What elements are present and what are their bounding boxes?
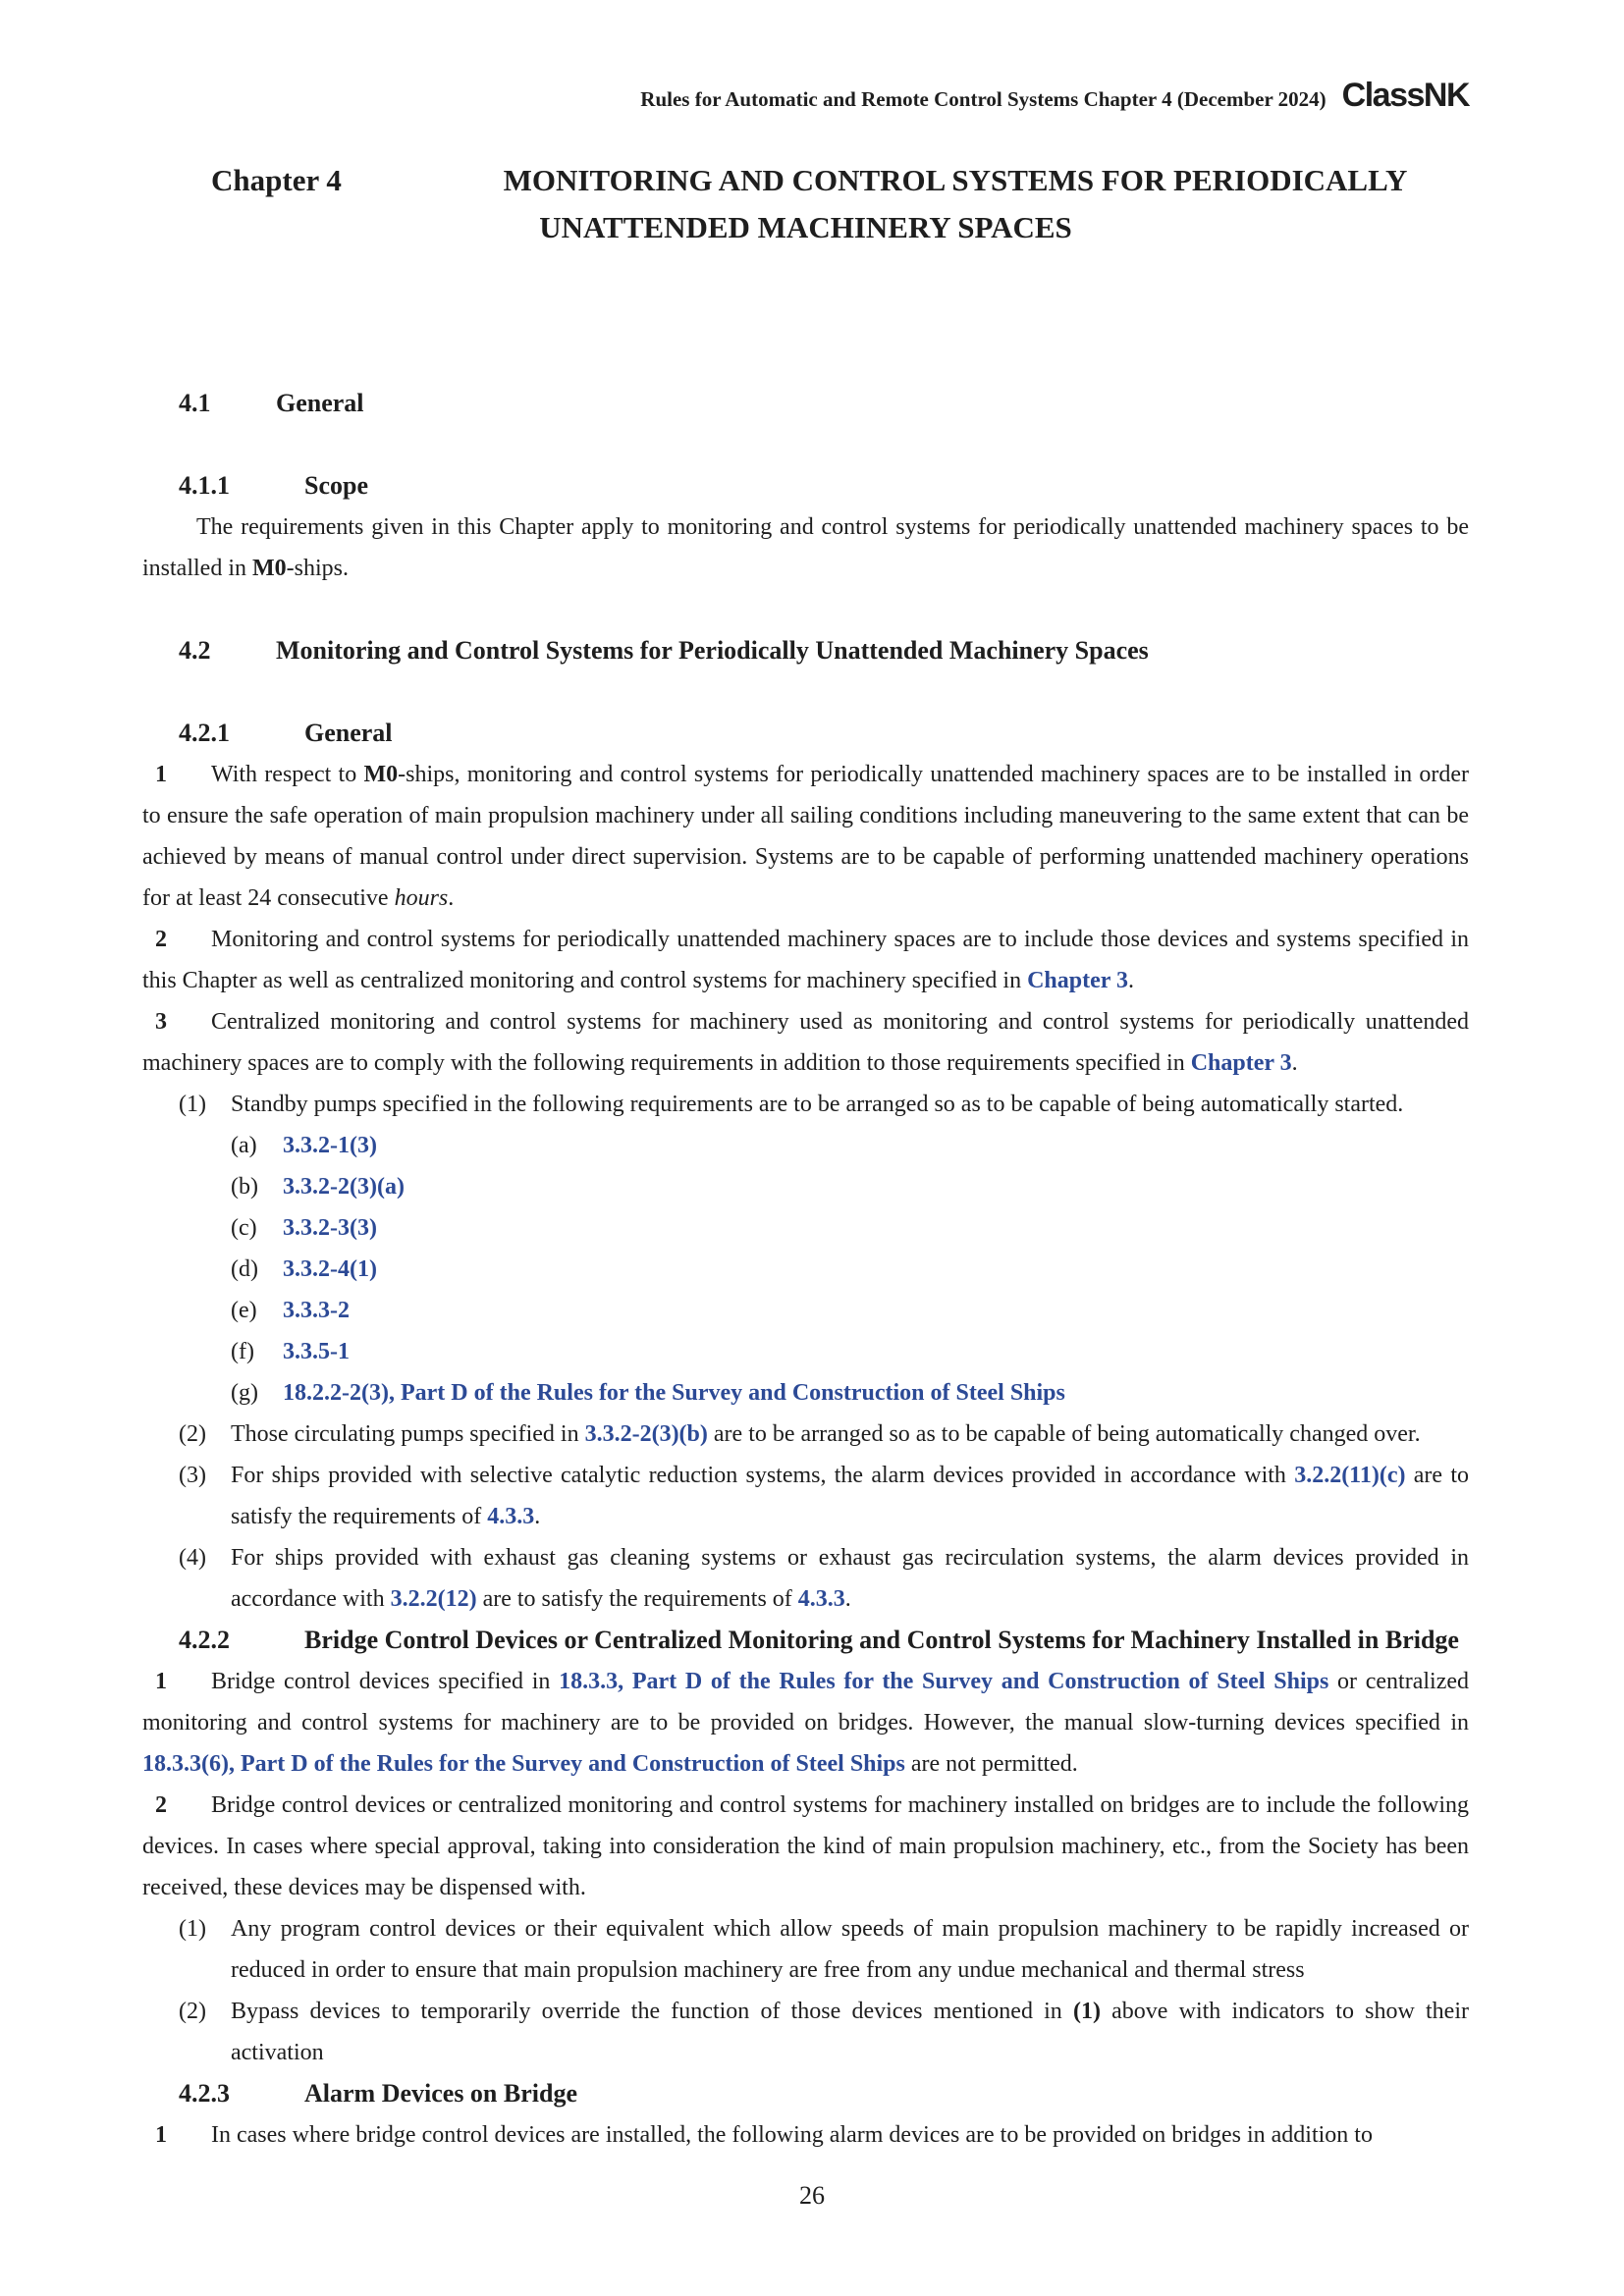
list-item-2 xyxy=(142,1414,1469,1455)
page-number: 26 xyxy=(799,2181,825,2210)
section-title: Scope xyxy=(304,471,368,500)
paragraph-text xyxy=(211,2122,1373,2148)
text-segment: are to satisfy the requirements of xyxy=(476,1586,798,1612)
cross-reference-link[interactable]: 18.3.3(6), Part D of the Rules for the Survey and Construction of Steel Ships xyxy=(142,1751,905,1777)
cross-reference-link[interactable]: 3.3.5-1 xyxy=(283,1339,350,1364)
list-subitem-g xyxy=(142,1372,1469,1414)
cross-reference-link[interactable]: 3.3.2-1(3) xyxy=(283,1133,377,1158)
paragraph-number: 1 xyxy=(155,762,167,787)
paragraph-text xyxy=(142,927,1469,993)
text-segment: hours xyxy=(394,885,449,911)
list-subitem-f xyxy=(142,1331,1469,1372)
cross-reference-link[interactable]: 3.2.2(11)(c) xyxy=(1294,1463,1406,1488)
numbered-paragraph-1 xyxy=(142,754,1469,919)
paragraph-text xyxy=(142,1669,1469,1777)
text-segment: For ships provided with exhaust gas cleaning systems or exhaust gas recirculation systems, the alarm devices provided in accordance with xyxy=(231,1545,1469,1612)
cross-reference-link[interactable]: 18.3.3, Part D of the Rules for the Survey and Construction of Steel Ships xyxy=(559,1669,1329,1694)
list-item-label: (3) xyxy=(179,1463,206,1488)
section-heading-4-1 xyxy=(142,383,1469,424)
text-segment: are to satisfy the requirements of xyxy=(231,1463,1470,1529)
numbered-paragraph-alarm-1 xyxy=(142,2114,1469,2156)
text-segment: . xyxy=(448,885,455,911)
cross-reference-link[interactable]: 3.3.2-2(3)(a) xyxy=(283,1174,405,1200)
section-number: 4.2.3 xyxy=(179,2079,230,2108)
text-segment: Monitoring and control systems for periodically unattended machinery spaces are to include those devices and systems specified in this Chapter as well as centralized monitoring and control systems for machinery specified in xyxy=(142,927,1469,993)
text-segment: Standby pumps specified in the following requirements are to be arranged so as to be capable of being automatically started. xyxy=(231,1092,1404,1117)
text-segment: (1) xyxy=(1072,1999,1101,2024)
cross-reference-link[interactable]: 3.3.2-3(3) xyxy=(283,1215,377,1241)
text-segment: or centralized monitoring and control systems for machinery are to be provided on bridges. However, the manual slow-turning devices specified in xyxy=(142,1669,1470,1735)
section-title: Alarm Devices on Bridge xyxy=(304,2079,578,2108)
list-subitem-d xyxy=(142,1249,1469,1290)
paragraph-text xyxy=(231,1092,1403,1117)
section-title: Bridge Control Devices or Centralized Monitoring and Control Systems for Machinery Installed in Bridge xyxy=(304,1626,1459,1654)
chapter-heading xyxy=(142,157,1469,251)
text-segment: Bridge control devices specified in xyxy=(211,1669,560,1694)
running-header: Rules for Automatic and Remote Control Systems Chapter 4 (December 2024) xyxy=(640,87,1326,111)
text-segment: With respect to xyxy=(211,762,364,787)
numbered-paragraph-bridge-2 xyxy=(142,1785,1469,1908)
paragraph-text xyxy=(231,1545,1469,1612)
numbered-paragraph-3 xyxy=(142,1001,1469,1084)
section-heading-4-2-1 xyxy=(142,713,1469,754)
list-item-label: (c) xyxy=(231,1215,257,1241)
text-segment: . xyxy=(1127,968,1134,993)
list-item-label: (e) xyxy=(231,1298,257,1323)
text-segment: Centralized monitoring and control systems for machinery used as monitoring and control systems for periodically unattended machinery spaces are to comply with the following requirements in addition to those requirements specified in xyxy=(142,1009,1469,1076)
section-heading-4-2-3 xyxy=(142,2073,1469,2114)
paragraph-text xyxy=(142,1792,1469,1900)
section-title: Monitoring and Control Systems for Periodically Unattended Machinery Spaces xyxy=(276,636,1149,665)
text-segment: -ships, monitoring and control systems for periodically unattended machinery spaces are to be installed in order to ensure the safe operation of main propulsion machinery under all sailing conditions including maneuvering to the same extent that can be achieved by means of manual control under direct supervision. Systems are to be capable of performing unattended machinery operations for at least 24 consecutive xyxy=(142,762,1469,911)
cross-reference-link[interactable]: 3.3.2-4(1) xyxy=(283,1256,377,1282)
paragraph-text xyxy=(231,1421,1421,1447)
cross-reference-link[interactable]: 4.3.3 xyxy=(797,1586,845,1612)
classnk-logo: ClassNK xyxy=(1341,77,1469,114)
section-number: 4.2 xyxy=(179,636,211,665)
chapter-title-row xyxy=(142,157,1469,204)
text-segment: are to be arranged so as to be capable of being automatically changed over. xyxy=(707,1421,1421,1447)
section-heading-4-2-2 xyxy=(142,1620,1469,1661)
paragraph-number: 2 xyxy=(155,1792,167,1818)
document-body xyxy=(142,383,1469,2156)
section-number: 4.2.2 xyxy=(179,1626,230,1654)
list-item-label: (d) xyxy=(231,1256,258,1282)
numbered-paragraph-bridge-1 xyxy=(142,1661,1469,1785)
cross-reference-link[interactable]: 4.3.3 xyxy=(487,1504,535,1529)
bridge-list-item-2 xyxy=(142,1991,1469,2073)
list-item-1 xyxy=(142,1084,1469,1125)
section-title: General xyxy=(276,389,364,417)
cross-reference-link[interactable]: 3.2.2(12) xyxy=(390,1586,477,1612)
section-number: 4.1 xyxy=(179,389,211,417)
list-item-label: (a) xyxy=(231,1133,257,1158)
text-segment: are not permitted. xyxy=(904,1751,1078,1777)
list-item-label: (g) xyxy=(231,1380,258,1406)
list-subitem-c xyxy=(142,1207,1469,1249)
text-segment: The requirements given in this Chapter apply to monitoring and control systems for periodically unattended machinery spaces to be installed in xyxy=(142,514,1469,581)
paragraph-text xyxy=(231,1916,1469,1983)
paragraph-number: 1 xyxy=(155,1669,167,1694)
list-subitem-b xyxy=(142,1166,1469,1207)
paragraph-scope xyxy=(142,507,1469,589)
list-item-label: (2) xyxy=(179,1999,206,2024)
chapter-title-line1: MONITORING AND CONTROL SYSTEMS FOR PERIODICALLY xyxy=(503,163,1408,197)
chapter-number: Chapter 4 xyxy=(211,163,342,197)
list-item-label: (f) xyxy=(231,1339,254,1364)
text-segment: . xyxy=(844,1586,851,1612)
text-segment: Those circulating pumps specified in xyxy=(231,1421,585,1447)
section-number: 4.2.1 xyxy=(179,719,230,747)
text-segment: . xyxy=(534,1504,541,1529)
text-segment: M0 xyxy=(363,762,399,787)
list-item-label: (1) xyxy=(179,1092,206,1117)
list-item-label: (b) xyxy=(231,1174,258,1200)
paragraph-text xyxy=(231,1463,1469,1529)
section-heading-4-2 xyxy=(142,630,1469,671)
section-title: General xyxy=(304,719,393,747)
paragraph-number: 3 xyxy=(155,1009,167,1035)
list-item-label: (1) xyxy=(179,1916,206,1942)
list-item-label: (2) xyxy=(179,1421,206,1447)
paragraph-number: 2 xyxy=(155,927,167,952)
list-subitem-e xyxy=(142,1290,1469,1331)
paragraph-text xyxy=(231,1999,1469,2065)
cross-reference-link[interactable]: 3.3.3-2 xyxy=(283,1298,350,1323)
bridge-list-item-1 xyxy=(142,1908,1469,1991)
cross-reference-link[interactable]: Chapter 3 xyxy=(1190,1050,1292,1076)
text-segment: Bypass devices to temporarily override the function of those devices mentioned in xyxy=(231,1999,1073,2024)
text-segment: . xyxy=(1291,1050,1298,1076)
list-subitem-a xyxy=(142,1125,1469,1166)
page-footer xyxy=(0,2181,1624,2211)
paragraph-text xyxy=(142,1009,1469,1076)
text-segment: Any program control devices or their equivalent which allow speeds of main propulsion machinery to be rapidly increased or reduced in order to ensure that main propulsion machinery are free from any undue mechanical and thermal stress xyxy=(231,1916,1469,1983)
cross-reference-link[interactable]: 3.3.2-2(3)(b) xyxy=(584,1421,708,1447)
section-heading-4-1-1 xyxy=(142,465,1469,507)
numbered-paragraph-2 xyxy=(142,919,1469,1001)
list-item-label: (4) xyxy=(179,1545,206,1571)
paragraph-number: 1 xyxy=(155,2122,167,2148)
list-item-4 xyxy=(142,1537,1469,1620)
paragraph-text xyxy=(142,762,1469,911)
paragraph-text xyxy=(142,514,1469,581)
text-segment: Bridge control devices or centralized monitoring and control systems for machinery installed on bridges are to include the following devices. In cases where special approval, taking into consideration the kind of main propulsion machinery, etc., from the Society has been received, these devices may be dispensed with. xyxy=(142,1792,1469,1900)
cross-reference-link[interactable]: Chapter 3 xyxy=(1027,968,1128,993)
chapter-title-line2: UNATTENDED MACHINERY SPACES xyxy=(539,210,1072,244)
section-number: 4.1.1 xyxy=(179,471,230,500)
text-segment: -ships. xyxy=(286,556,349,581)
text-segment: above with indicators to show their activation xyxy=(231,1999,1469,2065)
list-item-3 xyxy=(142,1455,1469,1537)
text-segment: M0 xyxy=(251,556,287,581)
text-segment: In cases where bridge control devices are installed, the following alarm devices are to be provided on bridges in addition to xyxy=(211,2122,1373,2148)
page-header xyxy=(142,77,1469,114)
text-segment: For ships provided with selective catalytic reduction systems, the alarm devices provided in accordance with xyxy=(231,1463,1295,1488)
cross-reference-link[interactable]: 18.2.2-2(3), Part D of the Rules for the Survey and Construction of Steel Ships xyxy=(283,1380,1065,1406)
